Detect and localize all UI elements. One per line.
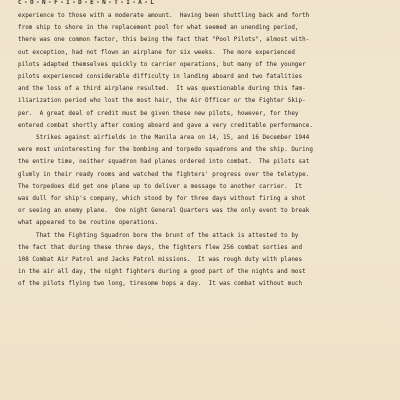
text-line: Strikes against airfields in the Manila area on 14, 15, and 16 December 1944 [18, 135, 310, 142]
text-line: That the Fighting Squadron bore the brunt of the attack is attested to by [18, 232, 299, 239]
text-line: entered combat shortly after coming aboard and gave a very creditable performance. [18, 122, 313, 129]
text-line: 108 Combat Air Patrol and Jacks Patrol missions. It was rough duty with planes [18, 257, 303, 264]
text-line: The torpedoes did get one plane up to deliver a message to another carrier. It [18, 183, 303, 190]
text-line: or seeing an enemy plane. One night General Quarters was the only event to break [18, 208, 310, 215]
text-line: the entire time, neither squadron had planes ordered into combat. The pilots sat [18, 159, 310, 166]
text-line: in the air all day, the night fighters during a good part of the nights and most [18, 269, 306, 276]
text-line: iliarization period who lost the most hair, the Air Officer or the Fighter Skip- [18, 98, 306, 105]
text-line: and the loss of a third airplane resulted. It was questionable during this fam- [18, 86, 306, 93]
text-line: what appeared to be routine operations. [18, 220, 159, 227]
confidential-header: C-O-N-F-I-D-E-N-T-I-A-L [18, 0, 157, 6]
text-line: was dull for ship's company, which stood by for three days without firing a shot [18, 196, 306, 203]
text-line: were most uninteresting for the bombing and torpedo squadrons and the ship. During [18, 147, 313, 154]
text-line: the fact that during these three days, the fighters flew 256 combat sorties and [18, 244, 303, 251]
text-lines [18, 10, 388, 291]
header [18, 0, 388, 10]
text-line: pilots experienced considerable difficulty in landing aboard and two fatalities [18, 74, 303, 81]
text-line: there was one common factor, this being the fact that "Pool Pilots", almost with- [18, 37, 310, 44]
text-line: per. A great deal of credit must be given these new pilots, however, for they [18, 110, 299, 117]
text-line: pilots adapted themselves quickly to carrier operations, but many of the younger [18, 61, 306, 68]
text-line: glumly in their ready rooms and watched the fighters' progress over the teletype. [18, 171, 310, 178]
text-line: from ship to shore in the replacement pool for what seemed an unending period, [18, 25, 299, 32]
text-line: of the pilots flying two long, tiresome hops a day. It was combat without much [18, 281, 303, 288]
text-line: out exception, had not flown an airplane for six weeks. The more experienced [18, 49, 295, 56]
text-line: experience to those with a moderate amount. Having been shuttling back and forth [18, 13, 310, 19]
